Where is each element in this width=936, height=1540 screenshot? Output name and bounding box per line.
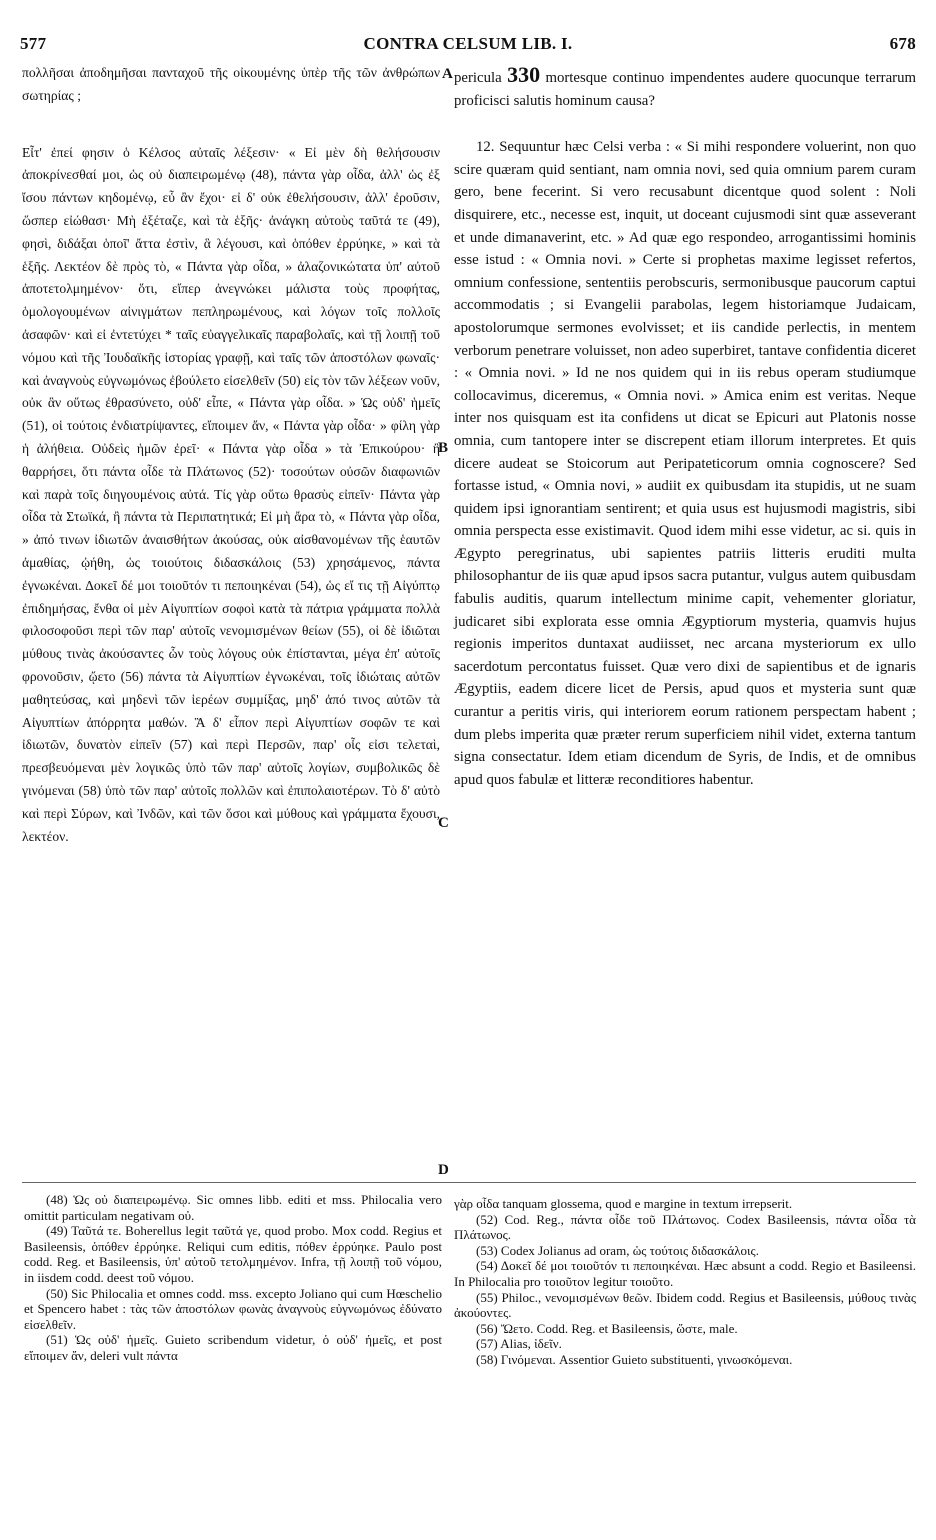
- footnote-52: (52) Cod. Reg., πάντα οἶδε τοῦ Πλάτωνος. Codex Basileensis, πάντα οἶδα τὰ Πλάτωνος.: [454, 1211, 916, 1243]
- footnote-58: (58) Γινόμεναι. Assentior Guieto substituenti, γινωσκόμεναι.: [476, 1351, 793, 1367]
- latin-intro: [454, 64, 916, 112]
- column-number: 330: [507, 62, 541, 87]
- footnote-57: (57) Alias, ἰδεῖν.: [476, 1336, 562, 1352]
- section-marker-b: B: [438, 440, 449, 456]
- footnote-56: (56) Ὤετο. Codd. Reg. et Basileensis, ὥστε, male.: [476, 1320, 738, 1336]
- footnote-50: (50) Sic Philocalia et omnes codd. mss. excepto Joliano qui cum Hœschelio et Spencero habet : τὰς τῶν ἀποστόλων φωνὰς ἀναγνοὺς εὐγνωμόνως ἐδύνατο εἰσελθεῖν.: [24, 1285, 442, 1332]
- latin-intro-start: pericula: [454, 70, 508, 86]
- latin-paragraph: [454, 136, 916, 791]
- footnote-51-continued: γὰρ οἶδα tanquam glossema, quod e margine in textum irrepserit.: [454, 1196, 793, 1211]
- running-title: CONTRA CELSUM LIB. I.: [363, 34, 573, 53]
- page-number-right: 678: [889, 34, 916, 53]
- footnote-55: (55) Philoc., νενομισμένων θεῶν. Ibidem codd. Regius et Basileensis, μύθους τινὰς ἀκούοντες.: [454, 1289, 916, 1321]
- paragraph-number: 12.: [476, 139, 495, 156]
- footnote-49: (49) Ταῦτά τε. Boherellus legit ταῦτά γε, quod probo. Mox codd. Regius et Basileensis, ὁπόθεν ἐρρύηκε. Reliqui cum editis, πόθεν ἐρρύηκε. Paulo post codd. Reg. et Basileensis, ὑπ' αὐτοῦ τετολμημένον. Infra, τῇ λοιπῇ τοῦ νόμου, in iisdem codd. deest τοῦ νόμου.: [24, 1223, 442, 1285]
- footnotes-right: [454, 1196, 916, 1368]
- page-number-left: 577: [20, 34, 47, 53]
- footnote-54: (54) Δοκεῖ δέ μοι τοιοῦτόν τι πεποιηκέναι. Hæc absunt a codd. Regio et Basileensi. In Philocalia pro τοιοῦτον legitur τοιοῦτο.: [454, 1258, 916, 1289]
- section-marker-d: D: [438, 1162, 449, 1178]
- greek-paragraph-1: πολλῆσαι ἀποδημῆσαι πανταχοῦ τῆς οἰκουμένης ὑπὲρ τῆς τῶν ἀνθρώπων σωτηρίας ;: [22, 65, 440, 103]
- footnotes-left: [24, 1192, 442, 1364]
- footnote-48: (48) Ὡς οὐ διαπειρωμένῳ. Sic omnes libb. editi et mss. Philocalia vero omittit particulam negativam οὐ.: [24, 1192, 442, 1223]
- greek-paragraph-2: Εἶτ' ἐπεί φησιν ὁ Κέλσος αὐταῖς λέξεσιν· « Εἰ μὲν δὴ θελήσουσιν ἀποκρίνεσθαί μοι, ὡς οὐ διαπειρωμένῳ (48), πάντα γὰρ οἶδα, ἀλλ' ὡς ἐξ ἴσου πάντων κηδομένῳ, εὖ ἂν ἔχοι· εἰ δ' οὐκ ἐθελήσουσιν, ἀλλ' ἐροῦσιν, ὥσπερ εἰώθασι· Μὴ ἐξέταζε, καὶ τὰ ἑξῆς· ἀνάγκη αὐτοὺς ταῦτά τε (49), φησὶ, διδάξαι ὁποῖ' ἄττα ἐστὶν, ἃ λέγουσι, καὶ ὁπόθεν ἐρρύηκε, » καὶ τὰ ἑξῆς. Λεκτέον δὲ πρὸς τὸ, « Πάντα γὰρ οἶδα, » ἀλαζονικώτατα ὑπ' αὐτοῦ ἀποτετολμημένον· ὅτι, εἴπερ ἀνεγνώκει μάλιστα τοὺς προφήτας, ὁμολογουμένων αἰνιγμάτων πεπληρωμένους, καὶ λόγων τοῖς πολλοῖς ἀσαφῶν· καὶ εἰ ἐντετύχει * ταῖς εὐαγγελικαῖς παραβολαῖς, καὶ τῇ λοιπῇ τοῦ νόμου καὶ τῆς Ἰουδαϊκῆς ἱστορίας γραφῇ, καὶ ταῖς τῶν ἀποστόλων φωναῖς· καὶ ἀναγνοὺς εὐγνωμόνως ἐβούλετο εἰσελθεῖν (50) εἰς τὸν τῶν λέξεων νοῦν, οὐκ ἂν οὕτως ἐθρασύνετο, οὐδ' εἶπε, « Πάντα γὰρ οἶδα. » Ὡς οὐδ' ἡμεῖς (51), οἱ τούτοις ἐνδιατρίψαντες, εἴποιμεν ἄν, « Πάντα γὰρ οἶδα· » φίλη γὰρ ἡ ἀλήθεια. Οὐδεὶς ἡμῶν ἐρεῖ· « Πάντα γὰρ οἶδα » τὰ Ἐπικούρου· ἢ θαρρήσει, ὅτι πάντα οἶδε τὰ Πλάτωνος (52)· τοσούτων οὐσῶν διαφωνιῶν καὶ παρὰ τοῖς διηγουμένοις αὐτά. Τίς γὰρ οὕτω θρασὺς εἰπεῖν· Πάντα γὰρ οἶδα τὰ Στωϊκά, ἢ πάντα τὰ Περιπατητικά; Εἰ μὴ ἄρα τὸ, « Πάντα γὰρ οἶδα, » ἀπό τινων ἰδιωτῶν ἀναισθήτων ἀκούσας, οὐκ αἰσθανομένων τῆς ἑαυτῶν ἀμαθίας, ᾠήθη, ὡς τοιούτοις διδασκάλοις (53) χρησάμενος, πάντα ἐγνωκέναι. Δοκεῖ δέ μοι τοιοῦτόν τι πεποιηκέναι (54), ὡς εἴ τις τῇ Αἰγύπτῳ ἐπιδημήσας, ἔνθα οἱ μὲν Αἰγυπτίων σοφοὶ κατὰ τὰ πάτρια γράμματα πολλὰ φιλοσοφοῦσι περὶ τῶν παρ' αὐτοῖς νενομισμένων θείων (55), οἱ δὲ ἰδιῶται μύθους τινὰς ἀκούσαντες ὧν τοὺς λόγους οὐκ ἐπίστανται, μέγα ἐπ' αὐτοῖς φρονοῦσιν, ᾤετο (56) πάντα τὰ Αἰγυπτίων ἐγνωκέναι, τοῖς ἰδιώταις αὐτῶν μαθητεύσας, καὶ μηδενὶ τῶν ἱερέων συμμίξας, μηδ' ἀπό τινος αὐτῶν τὰ Αἰγυπτίων ἀπόρρητα μαθών. Ἃ δ' εἶπον περὶ Αἰγυπτίων σοφῶν τε καὶ ἰδιωτῶν, δυνατὸν εἰπεῖν (57) καὶ περὶ Περσῶν, παρ' οἷς εἰσι τελεταὶ, πρεσβευόμεναι μὲν λογικῶς ὑπὸ τῶν παρ' αὐτοῖς λογίων, συμβολικῶς δὲ γινόμεναι (58) ὑπὸ τῶν παρ' αὐτοῖς πολλῶν καὶ ἐπιπολαιοτέρων. Τὸ δ' αὐτὸ καὶ περὶ Σύρων, καὶ Ἰνδῶν, καὶ τῶν ὅσοι καὶ μύθους καὶ γράμματα ἔχουσι, λεκτέον.: [22, 144, 440, 844]
- footnote-divider: [22, 1182, 916, 1183]
- latin-paragraph-text: Sequuntur hæc Celsi verba : « Si mihi respondere voluerint, non quo scire quæram quid sentiant, nam omnia novi, sed quia omnium parem curam gero, bene fecerint. Si vero recusabunt dicentque quod solent : Noli disquirere, etc., necesse est, inquit, ut doceant cujusmodi sint quæ asseverant et unde dimanaverint, etc. » Ad quæ ego respondeo, arrogantissimi hominis esse istud : « Omnia novi. » Certe si prophetas maxime legisset refertos, omnium confessione, sententiis perobscuris, sermonibusque paucorum captui accommodatis ; si Evangelii parabolas, legem historiamque Judaicam, apostolorumque sermones evolvisset; et iis candide perlectis, in mentem verborum penetrare voluisset, non adeo superbiret, tantave confidentia diceret : « Omnia novi. » Id ne nos quidem qui in iis rebus operam studiumque collocavimus, diceremus, « Omnia novi. » Amica enim est veritas. Neque inter nos quisquam est ita confidens ut dicat se Epicuri aut Platonis nosse omnia, cum tantopere inter se discrepent etiam illorum interpretes. Et quis dicere audeat se Stoicorum aut Peripateticorum omnia cognoscere? Sed fortasse istud, « Omnia novi, » audiit ex quibusdam ita stupidis, ut ne suam quidem ipsi ignorantiam sentirent; et quia usus est hujusmodi magistris, sibi omnia perspecta esse existimavit. Quod idem mihi esse videtur, ac si. quis in Ægypto peregrinatus, ubi sapientes patriis litteris eruditi multa philosophantur de iis quæ apud ipsos sacra putantur, vulgus autem quibusdam fabulis auditis, quarum intellectum minime capit, vehementer gloriatur, judicaret sibi explorata esse omnia Ægyptiorum mysteria, quamvis hujus regionis imperitos duntaxat audiisset, nec arcana mysteriorum ex ullo sacerdotum percontatus fuisset. Quæ vero dixi de sapientibus et de ignaris Ægyptiis, eadem dicere licet de Persis, apud quos et mysteria sunt quæ curantur a peritis viris, qui interiorem eorum rationem perspectam habent ; dum plebs imperita quæ præter rerum superficiem nihil videt, externa tantum signa consectatur. Idem etiam dicendum de Syris, de Indis, et de omnibus apud quos fabulæ et litteræ reconditiores habentur.: [454, 139, 916, 788]
- latin-intro-end: mortesque continuo impendentes audere quocunque terrarum proficisci salutis hominum causa?: [454, 70, 916, 109]
- page-header: [20, 30, 916, 60]
- latin-column: [454, 64, 916, 791]
- greek-column: [22, 62, 440, 848]
- section-marker-c: C: [438, 815, 449, 831]
- footnote-53: (53) Codex Jolianus ad oram, ὡς τούτοις διδασκάλοις.: [476, 1242, 759, 1258]
- section-marker-a: A: [442, 66, 453, 82]
- footnote-51: (51) Ὡς οὐδ' ἡμεῖς. Guieto scribendum videtur, ὁ οὐδ' ἡμεῖς, et post εἴποιμεν ἄν, deleri vult πάντα: [24, 1332, 442, 1363]
